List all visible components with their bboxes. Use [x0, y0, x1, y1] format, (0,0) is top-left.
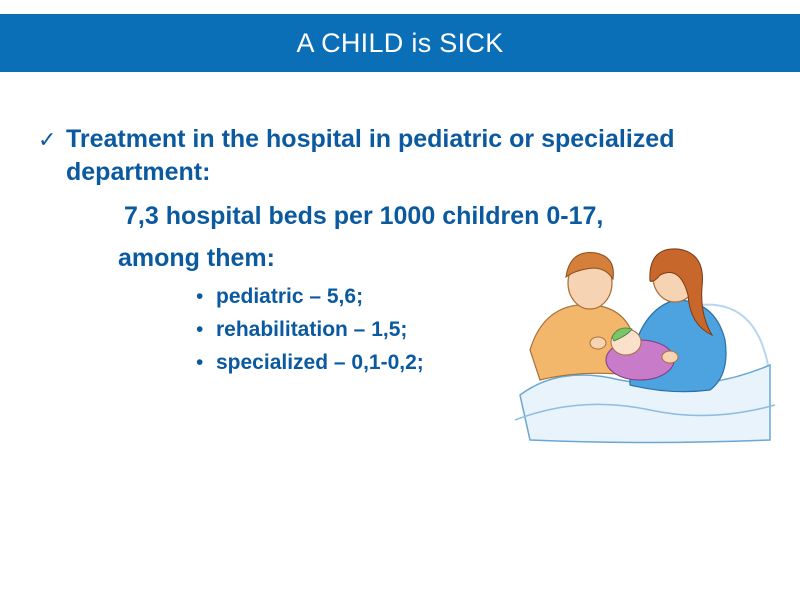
beds-statistic: 7,3 hospital beds per 1000 children 0-17, — [124, 202, 604, 230]
bullet-icon: • — [196, 285, 204, 308]
bed-breakdown-list — [196, 283, 424, 382]
bullet-icon: • — [196, 318, 204, 341]
check-list-item — [38, 123, 678, 189]
list-item-text: specialized – 0,1-0,2; — [216, 351, 424, 374]
check-item-text: Treatment in the hospital in pediatric or specialized department: — [66, 125, 675, 186]
list-item-text: pediatric – 5,6; — [216, 285, 364, 308]
slide-title: A CHILD is SICK — [296, 27, 504, 58]
among-them-label: among them: — [118, 244, 275, 272]
list-item-specialized — [196, 349, 424, 382]
list-item-text: rehabilitation – 1,5; — [216, 318, 408, 341]
parents-with-newborn-illustration — [500, 245, 780, 445]
list-item-pediatric — [196, 283, 424, 316]
check-icon: ✓ — [38, 127, 57, 152]
list-item-rehabilitation — [196, 316, 424, 349]
bullet-icon: • — [196, 351, 204, 374]
